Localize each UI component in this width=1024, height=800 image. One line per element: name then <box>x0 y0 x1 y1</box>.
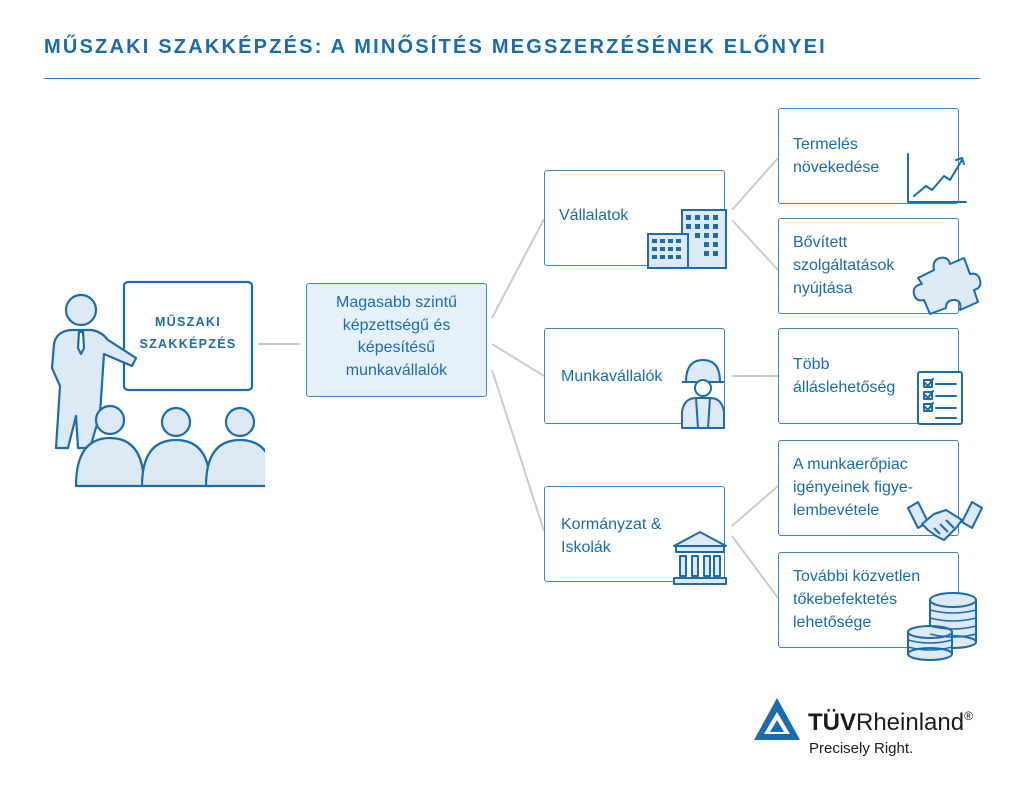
benefit-line-2: növekedése <box>793 159 880 176</box>
logo-brand <box>808 709 973 737</box>
tuv-logo-icon <box>752 696 802 742</box>
stakeholder-label: Vállalatok <box>559 207 629 224</box>
logo-brand-rest: Rheinland <box>856 709 965 736</box>
benefit-label <box>793 133 879 179</box>
checklist-icon <box>914 368 966 428</box>
logo-tagline: Precisely Right. <box>809 740 914 757</box>
page-title: MŰSZAKI SZAKKÉPZÉS: A MINŐSÍTÉS MEGSZERZÉSÉNEK ELŐNYEI <box>44 36 827 58</box>
board-line-2: SZAKKÉPZÉS <box>139 337 237 351</box>
center-line-4: munkavállalók <box>345 361 448 379</box>
handshake-icon <box>906 496 984 546</box>
institution-icon <box>670 528 730 586</box>
logo-registered: ® <box>964 709 973 723</box>
benefit-line-2: igényeinek figye- <box>793 479 914 496</box>
center-line-3: képesítésű <box>357 339 436 356</box>
benefit-line-3: lehetősége <box>793 614 872 631</box>
benefit-line-3: lembevétele <box>793 502 880 519</box>
growth-chart-icon <box>904 152 968 206</box>
benefit-line-1: Bővített <box>793 234 848 251</box>
benefit-line-1: Termelés <box>793 136 858 153</box>
center-box <box>306 283 487 397</box>
benefit-line-1: További közvetlen <box>793 568 921 585</box>
stakeholder-line-1: Kormányzat & <box>561 516 662 533</box>
center-text <box>307 292 486 382</box>
puzzle-icon <box>908 252 984 316</box>
board-label <box>124 311 252 355</box>
benefit-line-2: álláslehetőség <box>793 379 896 396</box>
center-line-1: Magasabb szintű <box>336 294 457 311</box>
worker-icon <box>676 354 730 430</box>
benefit-line-2: szolgáltatások <box>793 257 895 274</box>
benefit-line-1: A munkaerőpiac <box>793 456 908 473</box>
benefit-label <box>793 453 913 522</box>
benefit-label <box>793 565 920 634</box>
coins-icon <box>904 586 980 662</box>
benefit-label <box>793 231 894 300</box>
benefit-line-1: Több <box>793 356 830 373</box>
buildings-icon <box>646 206 730 270</box>
board-line-1: MŰSZAKI <box>154 315 222 329</box>
benefit-line-3: nyújtása <box>793 280 853 297</box>
stakeholder-label <box>561 513 661 559</box>
stakeholder-label: Munkavállalók <box>561 368 663 385</box>
stakeholder-line-2: Iskolák <box>561 539 611 556</box>
benefit-label <box>793 353 895 399</box>
logo-brand-bold: TÜV <box>808 709 856 736</box>
presenter-audience-icon <box>40 276 265 488</box>
benefit-line-2: tőkebefektetés <box>793 591 898 608</box>
center-line-2: képzettségű és <box>342 316 451 334</box>
